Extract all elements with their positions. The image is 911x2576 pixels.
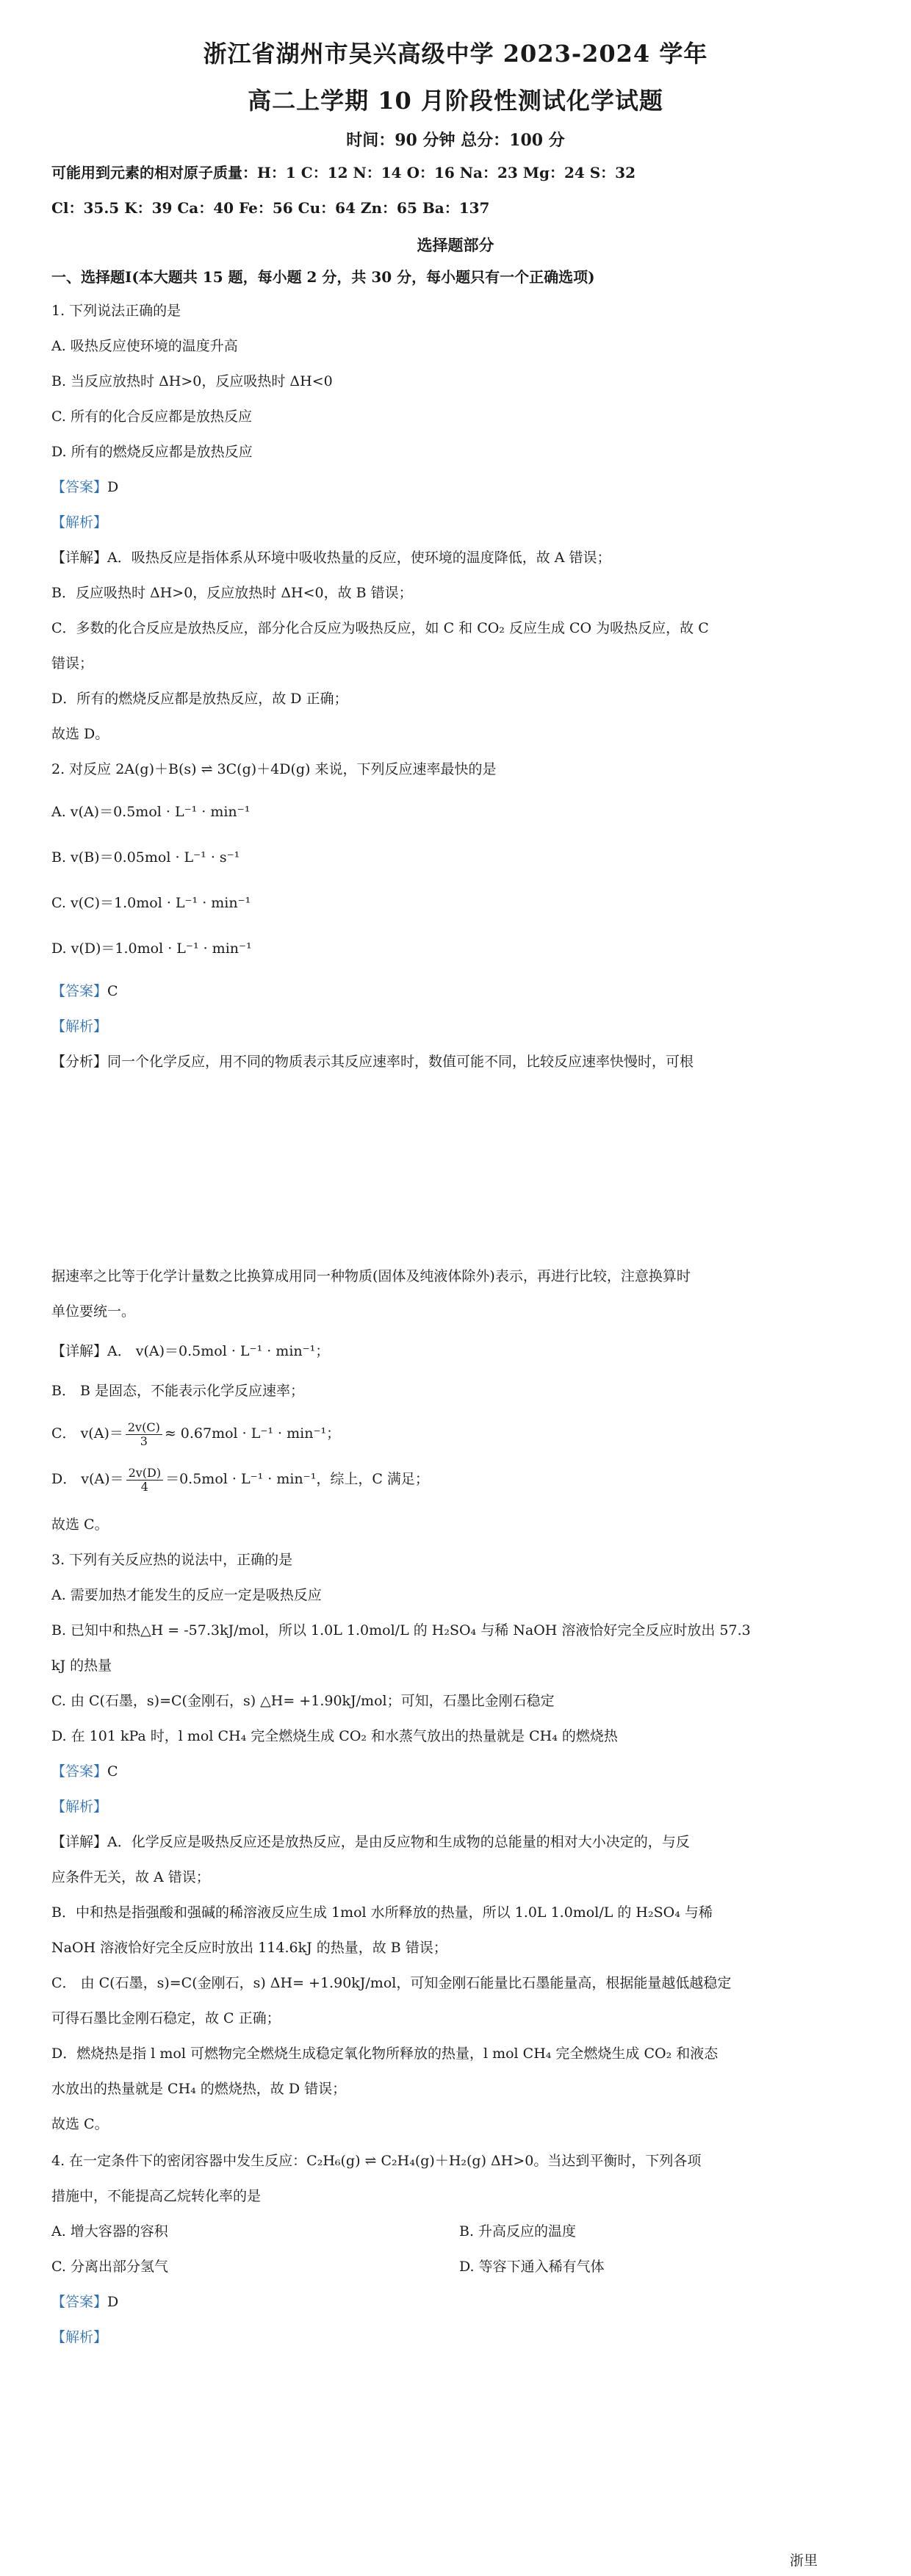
q4-option-b: B. 升高反应的温度 — [459, 2223, 577, 2239]
q2-detail-3-prefix: C． v(A)＝ — [51, 1425, 123, 1442]
answer-tag: 【答案】 — [51, 2294, 108, 2310]
q2-detail-3-suffix: ≈ 0.67mol · L⁻¹ · min⁻¹； — [164, 1425, 341, 1442]
q1-option-d: D. 所有的燃烧反应都是放热反应 — [51, 444, 253, 460]
fraction-numerator: 2v(C) — [126, 1421, 162, 1435]
q3-analysis-tag: 【解析】 — [51, 1799, 108, 1815]
q1-answer-value: D — [107, 479, 119, 495]
q2-option-a: A. v(A)＝0.5mol · L⁻¹ · min⁻¹ — [51, 804, 251, 820]
q2-fenxi-1-text: 同一个化学反应，用不同的物质表示其反应速率时，数值可能不同，比较反应速率快慢时，可根 — [107, 1054, 694, 1070]
q1-detail-2: B．反应吸热时 ΔH>0，反应放热时 ΔH<0，故 B 错误； — [51, 585, 413, 601]
q2-detail-4-prefix: D． v(A)＝ — [51, 1471, 124, 1487]
q3-detail-2b: NaOH 溶液恰好完全反应时放出 114.6kJ 的热量，故 B 错误； — [51, 1940, 447, 1956]
q3-detail-3: C． 由 C(石墨，s)=C(金刚石，s) ΔH= +1.90kJ/mol，可知金刚石能量比石墨能量高，根据能量越低越稳定 — [51, 1975, 732, 1991]
q2-detail-2: B． B 是固态，不能表示化学反应速率； — [51, 1383, 305, 1399]
q4-answer — [51, 2291, 867, 2313]
q3-detail-1 — [51, 1831, 867, 1853]
fraction-numerator: 2v(D) — [126, 1467, 164, 1481]
detail-tag: 【详解】 — [51, 1834, 108, 1850]
q3-answer — [51, 1760, 867, 1782]
q4-option-d: D. 等容下通入稀有气体 — [459, 2259, 605, 2275]
q1-detail-4: D．所有的燃烧反应都是放热反应，故 D 正确； — [51, 691, 348, 707]
q1-detail-1-text: A．吸热反应是指体系从环境中吸收热量的反应，使环境的温度降低，故 A 错误； — [107, 550, 611, 566]
q3-detail-3b: 可得石墨比金刚石稳定，故 C 正确； — [51, 2010, 281, 2026]
atomic-mass-line-1: 可能用到元素的相对原子质量：H：1 C：12 N：14 O：16 Na：23 Mg：24 S：32 — [51, 164, 636, 181]
fenxi-tag: 【分析】 — [51, 1054, 108, 1070]
q1-detail-3: C．多数的化合反应是放热反应，部分化合反应为吸热反应，如 C 和 CO₂ 反应生成 CO 为吸热反应，故 C — [51, 620, 709, 636]
title-line-1: 浙江省湖州市吴兴高级中学 2023-2024 学年 — [203, 40, 708, 68]
q3-end: 故选 C。 — [51, 2116, 109, 2132]
q3-option-a: A. 需要加热才能发生的反应一定是吸热反应 — [51, 1587, 322, 1603]
q4-option-a: A. 增大容器的容积 — [51, 2223, 168, 2239]
q2-fenxi-1 — [51, 1051, 867, 1073]
answer-tag: 【答案】 — [51, 1763, 108, 1780]
q2-option-b: B. v(B)＝0.05mol · L⁻¹ · s⁻¹ — [51, 849, 240, 866]
q4-answer-value: D — [107, 2294, 119, 2310]
q3-detail-4: D．燃烧热是指 l mol 可燃物完全燃烧生成稳定氧化物所释放的热量，l mol CH₄ 完全燃烧生成 CO₂ 和液态 — [51, 2046, 719, 2062]
detail-tag: 【详解】 — [51, 1343, 108, 1359]
fraction-denominator: 4 — [140, 1479, 148, 1494]
section-title: 选择题部分 — [417, 236, 494, 254]
answer-tag: 【答案】 — [51, 983, 108, 999]
q1-option-c: C. 所有的化合反应都是放热反应 — [51, 409, 252, 425]
q2-detail-3 — [51, 1417, 867, 1450]
q2-answer-value: C — [107, 983, 118, 999]
q2-detail-4-fraction — [126, 1467, 164, 1494]
q2-answer — [51, 980, 867, 1002]
time-info: 时间：90 分钟 总分：100 分 — [346, 131, 565, 150]
fraction-denominator: 3 — [140, 1433, 148, 1448]
footer-watermark: 浙里 — [790, 2552, 818, 2569]
q3-detail-1-text: A．化学反应是吸热反应还是放热反应，是由反应物和生成物的总能量的相对大小决定的，与反 — [107, 1834, 690, 1850]
q1-stem: 1. 下列说法正确的是 — [51, 303, 181, 319]
q2-end: 故选 C。 — [51, 1517, 109, 1533]
q2-detail-1 — [51, 1340, 867, 1362]
q2-fenxi-3: 单位要统一。 — [51, 1303, 136, 1320]
q3-detail-1b: 应条件无关，故 A 错误； — [51, 1869, 210, 1885]
detail-tag: 【详解】 — [51, 550, 108, 566]
q1-option-b: B. 当反应放热时 ΔH>0，反应吸热时 ΔH<0 — [51, 373, 333, 389]
q3-option-b: B. 已知中和热△H = -57.3kJ/mol，所以 1.0L 1.0mol/L 的 H₂SO₄ 与稀 NaOH 溶液恰好完全反应时放出 57.3 — [51, 1622, 751, 1638]
q4-stem-cont: 措施中，不能提高乙烷转化率的是 — [51, 2188, 262, 2204]
q1-option-a: A. 吸热反应使环境的温度升高 — [51, 338, 238, 354]
q2-detail-4-suffix: ＝0.5mol · L⁻¹ · min⁻¹，综上，C 满足； — [165, 1471, 429, 1487]
q1-detail-1 — [51, 547, 867, 569]
section-instruction: 一、选择题I(本大题共 15 题，每小题 2 分，共 30 分，每小题只有一个正确选项) — [51, 268, 595, 286]
q1-detail-3b: 错误； — [51, 655, 94, 672]
q3-option-b-cont: kJ 的热量 — [51, 1658, 112, 1674]
q3-detail-2: B．中和热是指强酸和强碱的稀溶液反应生成 1mol 水所释放的热量，所以 1.0L 1.0mol/L 的 H₂SO₄ 与稀 — [51, 1904, 713, 1921]
q1-answer — [51, 476, 867, 498]
q2-fenxi-2: 据速率之比等于化学计量数之比换算成用同一种物质(固体及纯液体除外)表示，再进行比较，注意换算时 — [51, 1268, 691, 1284]
q2-detail-1-text: A． v(A)＝0.5mol · L⁻¹ · min⁻¹； — [107, 1343, 330, 1359]
q2-option-d: D. v(D)＝1.0mol · L⁻¹ · min⁻¹ — [51, 940, 252, 957]
q4-analysis-tag: 【解析】 — [51, 2329, 108, 2345]
q3-answer-value: C — [107, 1763, 118, 1780]
q2-option-c: C. v(C)＝1.0mol · L⁻¹ · min⁻¹ — [51, 895, 251, 911]
answer-tag: 【答案】 — [51, 479, 108, 495]
atomic-mass-line-2: Cl：35.5 K：39 Ca：40 Fe：56 Cu：64 Zn：65 Ba：137 — [51, 199, 490, 217]
q2-detail-4 — [51, 1462, 867, 1496]
q3-option-c: C. 由 C(石墨，s)=C(金刚石，s) △H= +1.90kJ/mol；可知，石墨比金刚石稳定 — [51, 1693, 555, 1709]
q3-stem: 3. 下列有关反应热的说法中，正确的是 — [51, 1552, 293, 1568]
q4-stem: 4. 在一定条件下的密闭容器中发生反应：C₂H₆(g) ⇌ C₂H₄(g)＋H₂(g) ΔH>0。当达到平衡时，下列各项 — [51, 2153, 702, 2169]
q2-detail-3-fraction — [126, 1421, 162, 1448]
q1-end: 故选 D。 — [51, 726, 109, 742]
q2-stem: 2. 对反应 2A(g)＋B(s) ⇌ 3C(g)＋4D(g) 来说，下列反应速率最快的是 — [51, 761, 497, 777]
q1-analysis-tag: 【解析】 — [51, 514, 108, 530]
q2-analysis-tag: 【解析】 — [51, 1018, 108, 1035]
q3-option-d: D. 在 101 kPa 时，l mol CH₄ 完全燃烧生成 CO₂ 和水蒸气放出的热量就是 CH₄ 的燃烧热 — [51, 1728, 618, 1744]
q4-option-c: C. 分离出部分氢气 — [51, 2259, 168, 2275]
title-line-2: 高二上学期 10 月阶段性测试化学试题 — [248, 87, 663, 115]
q3-detail-4b: 水放出的热量就是 CH₄ 的燃烧热，故 D 错误； — [51, 2081, 347, 2097]
